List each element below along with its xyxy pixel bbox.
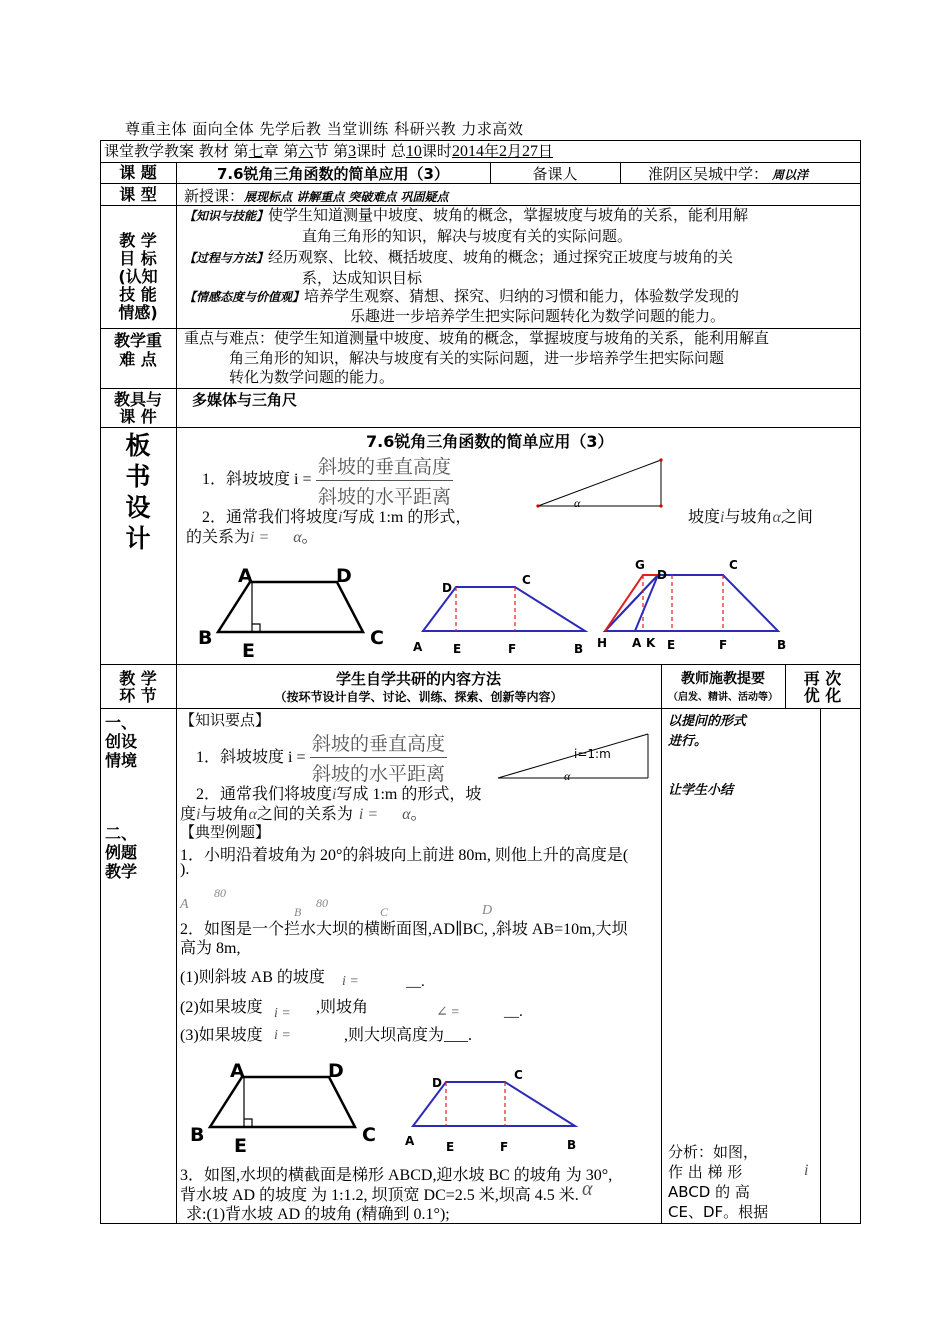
- key-points-line3: 转化为数学问题的能力。: [229, 368, 395, 386]
- key-points-line1: 重点与难点：使学生知道测量中坡度、坡角的概念，掌握坡度与坡角的关系，能利用解直: [184, 329, 770, 347]
- fig1-A: A: [238, 565, 253, 587]
- question-3-part1: 求:(1)背水坡 AD 的坡角 (精确到 0.1°);: [186, 1206, 450, 1223]
- board-dam-figure-2: [410, 568, 595, 658]
- preparer-label: 备课人: [532, 165, 578, 183]
- content-item1: 1．斜坡坡度 i =: [196, 749, 306, 766]
- q3-alpha: α: [582, 1178, 593, 1200]
- content-fraction: 斜坡的垂直高度 斜坡的水平距离: [310, 729, 447, 786]
- col-content-subheader: （按环节设计自学、讨论、训练、探索、创新等内容）: [274, 690, 563, 704]
- fig2-E: E: [453, 642, 462, 656]
- q2-part1-slope: i =: [342, 974, 359, 989]
- content-item2-line2: 度i与坡角α之间的关系为 i = α。: [180, 806, 427, 823]
- key-points-line2: 角三角形的知识，解决与坡度有关的实际问题，进一步培养学生把实际问题: [229, 349, 725, 367]
- board-dam-figure-3: [595, 555, 795, 655]
- col-teacher-subheader: （启发、精讲、活动等）: [668, 692, 778, 703]
- col-optimize-header: 再 次 优 化: [803, 669, 842, 705]
- fig3-A: A: [632, 636, 642, 650]
- col-stage-header: 教 学 环 节: [119, 669, 157, 705]
- fig1-C: C: [370, 627, 384, 649]
- question-1-tail: ).: [180, 861, 190, 878]
- fig5-A: A: [405, 1134, 415, 1148]
- col-content-header: 学生自学共研的内容方法: [335, 670, 501, 688]
- question-2: 2．如图是一个拦水大坝的横断面图,AD∥BC, ,斜坡 AB=10m,大坝: [180, 921, 628, 938]
- fig3-G: G: [635, 558, 645, 572]
- fig3-B: B: [777, 638, 787, 652]
- q2-part3-blank[interactable]: ,则大坝高度为___.: [344, 1027, 473, 1044]
- goal-knowledge: 【知识与技能】使学生知道测量中坡度、坡角的概念，掌握坡度与坡角的关系，能利用解: [184, 206, 749, 224]
- type-label: 课 型: [119, 185, 157, 204]
- fig4-E: E: [234, 1135, 247, 1155]
- goal-process-line2: 系，达成知识目标: [302, 269, 423, 287]
- board-item2-right: 坡度i与坡角α之间: [688, 509, 813, 526]
- fig4-B: B: [190, 1124, 205, 1146]
- stage-1-label: 一、 创设 情境: [105, 713, 138, 770]
- q2-part3-slope: i =: [274, 1028, 291, 1043]
- question-2-part3: (3)如果坡度: [180, 1027, 263, 1044]
- teacher-note-2: 让学生小结: [668, 783, 734, 798]
- question-3-line2: 背水坡 AD 的坡度 为 1:1.2, 坝顶宽 DC=2.5 米,坝高 4.5 米.: [180, 1187, 579, 1204]
- question-2-line2: 高为 8m,: [180, 940, 241, 957]
- examples-heading: 【典型例题】: [180, 823, 271, 841]
- key-points-label: 教学重 难 点: [113, 331, 162, 369]
- type-value: 新授课：展现标点 讲解重点 突破难点 巩固疑点: [184, 187, 449, 205]
- fig2-D: D: [442, 581, 452, 595]
- board-alpha-label: α: [574, 496, 581, 510]
- topic-label: 课 题: [119, 163, 157, 182]
- fig1-B: B: [198, 627, 213, 649]
- topic-value: 7.6锐角三角函数的简单应用（3）: [216, 165, 449, 183]
- goal-emotion-line2: 乐趣进一步培养学生把实际问题转化为数学问题的能力。: [350, 307, 726, 325]
- knowledge-heading: 【知识要点】: [180, 711, 271, 729]
- fig2-F: F: [508, 642, 517, 656]
- fig5-D: D: [432, 1076, 442, 1090]
- q1-options-value: 80: [214, 886, 226, 900]
- tools-value: 多媒体与三角尺: [192, 391, 298, 409]
- header-line: 课堂教学教案 教材 第七章 第六节 第3课时 总10课时2014年2月27日: [104, 142, 553, 160]
- goal-emotion: 【情感态度与价值观】培养学生观察、猜想、探究、归纳的习惯和能力，体验数学发现的: [184, 287, 740, 305]
- fig3-H: H: [597, 636, 608, 650]
- content-item2: 2．通常我们将坡度i写成 1:m 的形式，坡: [196, 786, 482, 803]
- goal-knowledge-line2: 直角三角形的知识，解决与坡度有关的实际问题。: [302, 227, 633, 245]
- question-2-part2: (2)如果坡度: [180, 999, 263, 1016]
- teacher-note-1: 以提问的形式 进行。: [668, 714, 747, 749]
- fig1-E: E: [242, 640, 255, 660]
- fig3-D: D: [657, 568, 667, 582]
- q1-option-c[interactable]: C: [380, 905, 389, 919]
- question-2-part1: (1)则斜坡 AB 的坡度: [180, 969, 325, 986]
- question-1: 1．小明沿着坡角为 20°的斜坡向上前进 80m, 则他上升的高度是(: [180, 847, 629, 864]
- q2-part2-angle-text: ,则坡角: [316, 999, 369, 1016]
- fig3-C: C: [729, 558, 738, 572]
- q2-part2-angle: ∠ =: [436, 1005, 460, 1020]
- board-item1: 1．斜坡坡度 i =: [202, 471, 312, 488]
- fig2-A: A: [413, 640, 423, 654]
- board-fraction: 斜坡的垂直高度 斜坡的水平距离: [316, 452, 453, 509]
- board-slope-triangle: [530, 455, 670, 515]
- q2-part1-blank[interactable]: __.: [406, 974, 425, 990]
- motto: 尊重主体 面向全体 先学后教 当堂训练 科研兴教 力求高效: [125, 120, 524, 138]
- teacher-name: 周以洋: [772, 168, 809, 182]
- col-teacher-header: 教师施教提要: [681, 671, 765, 687]
- fig5-B: B: [567, 1138, 577, 1152]
- content-dam-figure-2: [400, 1063, 585, 1155]
- stage-2-label: 二、 例题 教学: [105, 824, 138, 881]
- fig3-K: K: [646, 636, 656, 650]
- fig5-C: C: [514, 1068, 523, 1082]
- fig3-F: F: [719, 638, 728, 652]
- board-dam-figure-1: [190, 560, 400, 660]
- fig4-C: C: [362, 1124, 376, 1146]
- fig1-D: D: [336, 565, 352, 587]
- board-item2: 2．通常我们将坡度i写成 1:m 的形式，: [202, 509, 472, 526]
- content-ratio-label: i=1:m: [574, 747, 611, 761]
- board-label: 板 书 设 计: [125, 431, 151, 553]
- fig5-F: F: [500, 1140, 509, 1154]
- fig4-A: A: [230, 1060, 245, 1082]
- question-3: 3．如图,水坝的横截面是梯形 ABCD,迎水坡 BC 的坡角 为 30°,: [180, 1167, 613, 1184]
- content-alpha-label: α: [564, 769, 571, 782]
- content-slope-triangle: [494, 730, 654, 782]
- q2-part2-slope: i =: [274, 1006, 291, 1021]
- fig2-B: B: [574, 642, 584, 656]
- q1-option-b[interactable]: B: [294, 905, 302, 919]
- content-dam-figure-1: [182, 1055, 392, 1155]
- school-name: 淮阴区吴城中学： 周以洋: [648, 165, 809, 183]
- goal-process: 【过程与方法】经历观察、比较、概括坡度、坡角的概念；通过探究正坡度与坡角的关: [184, 248, 734, 266]
- fig3-E: E: [667, 638, 676, 652]
- board-title: 7.6锐角三角函数的简单应用（3）: [366, 432, 614, 451]
- fig2-C: C: [522, 573, 531, 587]
- fig5-E: E: [446, 1140, 455, 1154]
- teacher-note-3: 分析：如图， 作 出 梯 形 ABCD 的 高 CE、DF。根据: [668, 1143, 769, 1221]
- board-item2-relation: 的关系为i = α。: [186, 529, 318, 546]
- tools-label: 教具与 课 件: [113, 390, 162, 426]
- q1-option-a[interactable]: A: [180, 897, 189, 912]
- fig4-D: D: [328, 1060, 344, 1082]
- optimize-note: i: [804, 1162, 809, 1179]
- q1-option-d[interactable]: D: [482, 903, 493, 918]
- q1-options-value-2: 80: [316, 896, 328, 910]
- goals-label: 教 学 目 标 (认知 技 能 情感): [118, 231, 158, 322]
- q2-part2-blank[interactable]: __.: [504, 1004, 523, 1020]
